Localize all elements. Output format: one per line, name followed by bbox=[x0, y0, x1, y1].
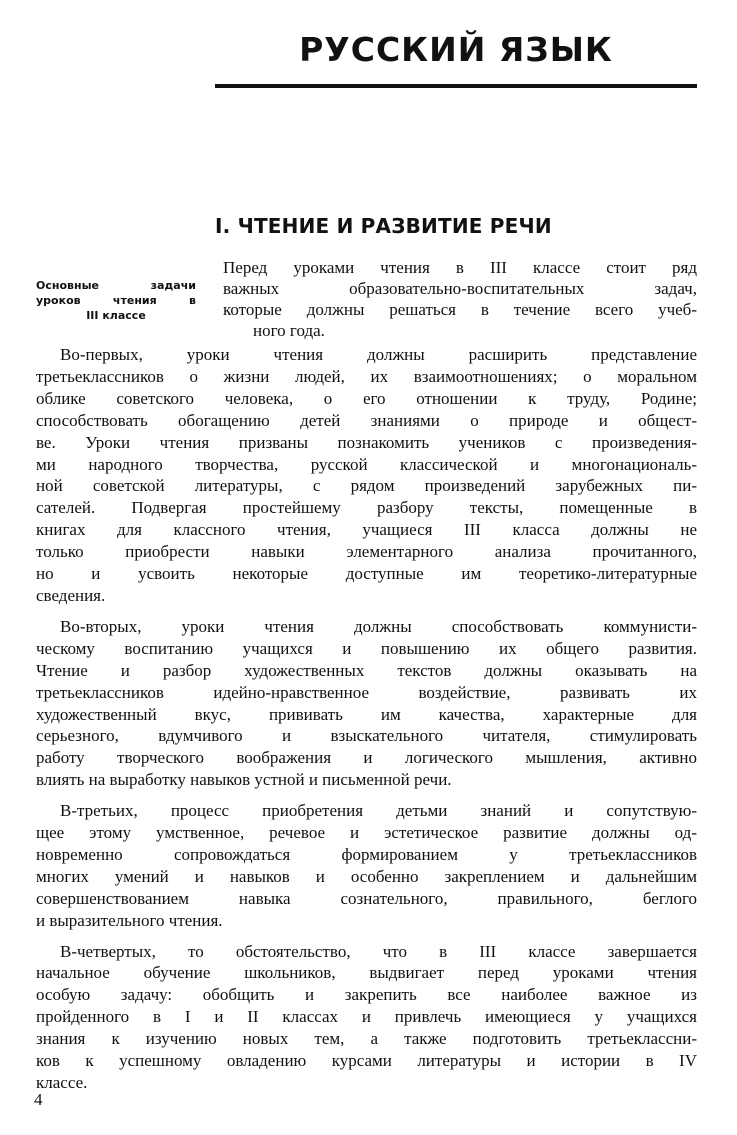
text-line: совершенствованием навыка сознательного, правильного, беглого bbox=[36, 888, 697, 908]
intro-line: которые должны решаться в течение всего учеб- bbox=[223, 300, 697, 319]
header-rule bbox=[215, 84, 697, 88]
text-line: только приобрести навыки элементарного анализа прочитанного, bbox=[36, 542, 697, 562]
text-line: влиять на выработку навыков устной и письменной речи. bbox=[36, 770, 452, 790]
text-line: и выразительного чтения. bbox=[36, 910, 223, 930]
paragraph-4 bbox=[36, 941, 697, 1094]
text-line: особую задачу: обобщить и закрепить все наиболее важное из bbox=[36, 985, 697, 1005]
text-line: ческому воспитанию учащихся и повышению их общего развития. bbox=[36, 638, 697, 658]
intro-paragraph bbox=[223, 257, 697, 341]
text-line: Во-вторых, уроки чтения должны способствовать коммунисти- bbox=[60, 616, 697, 636]
text-line: третьеклассников идейно-нравственное воздействие, развивать их bbox=[36, 682, 697, 702]
text-line: многих умений и навыков и особенно закреплением и дальнейшим bbox=[36, 866, 697, 886]
text-line: новременно сопровождаться формированием у третьеклассников bbox=[36, 844, 697, 864]
text-line: облике советского человека, о его отношении к труду, Родине; bbox=[36, 388, 697, 408]
text-line: Чтение и разбор художественных текстов должны оказывать на bbox=[36, 660, 697, 680]
text-line: ми народного творчества, русской классической и многонациональ- bbox=[36, 454, 697, 474]
text-line: В-третьих, процесс приобретения детьми знаний и сопутствую- bbox=[60, 801, 697, 821]
paragraph-2 bbox=[36, 616, 697, 791]
text-line: работу творческого воображения и логического мышления, активно bbox=[36, 748, 697, 768]
text-line: ков к успешному овладению курсами литературы и истории в IV bbox=[36, 1051, 697, 1071]
margin-note-line: III классе bbox=[86, 309, 146, 322]
paragraph-1 bbox=[36, 344, 697, 607]
text-line: пройденного в I и II классах и привлечь имеющиеся у учащихся bbox=[36, 1007, 697, 1027]
margin-note-line: уроков чтения в bbox=[36, 294, 196, 307]
section-heading: I. ЧТЕНИЕ И РАЗВИТИЕ РЕЧИ bbox=[215, 214, 552, 238]
text-line: классе. bbox=[36, 1073, 88, 1092]
intro-line: важных образовательно-воспитательных задач, bbox=[223, 279, 697, 298]
paragraph-3 bbox=[36, 800, 697, 931]
text-line: художественный вкус, прививать им качества, характерные для bbox=[36, 704, 697, 724]
text-line: В-четвертых, то обстоятельство, что в III классе завершается bbox=[60, 941, 697, 961]
text-line: начальное обучение школьников, выдвигает перед уроками чтения bbox=[36, 963, 697, 983]
text-line: но и усвоить некоторые доступные им теоретико-литературные bbox=[36, 564, 697, 584]
text-line: Во-первых, уроки чтения должны расширить представление bbox=[60, 345, 697, 364]
page-header: РУССКИЙ ЯЗЫК bbox=[299, 30, 613, 69]
text-line: сведения. bbox=[36, 585, 106, 605]
intro-line: ного года. bbox=[253, 321, 325, 340]
margin-note bbox=[36, 278, 196, 323]
text-line: способствовать обогащению детей знаниями о природе и общест- bbox=[36, 410, 697, 430]
text-line: сателей. Подвергая простейшему разбору тексты, помещенные в bbox=[36, 498, 697, 518]
intro-line: Перед уроками чтения в III классе стоит ряд bbox=[223, 258, 697, 277]
text-line: ной советской литературы, с рядом произведений зарубежных пи- bbox=[36, 476, 697, 496]
text-line: щее этому умственное, речевое и эстетическое развитие должны од- bbox=[36, 823, 697, 843]
text-line: серьезного, вдумчивого и взыскательного читателя, стимулировать bbox=[36, 726, 697, 746]
text-line: ве. Уроки чтения призваны познакомить учеников с произведения- bbox=[36, 432, 697, 452]
body-text bbox=[36, 344, 697, 1103]
text-line: третьеклассников о жизни людей, их взаимоотношениях; о моральном bbox=[36, 366, 697, 386]
margin-note-line: Основные задачи bbox=[36, 279, 196, 292]
text-line: знания к изучению новых тем, а также подготовить третьеклассни- bbox=[36, 1029, 697, 1049]
page-number: 4 bbox=[34, 1090, 43, 1109]
text-line: книгах для классного чтения, учащиеся III класса должны не bbox=[36, 520, 697, 540]
